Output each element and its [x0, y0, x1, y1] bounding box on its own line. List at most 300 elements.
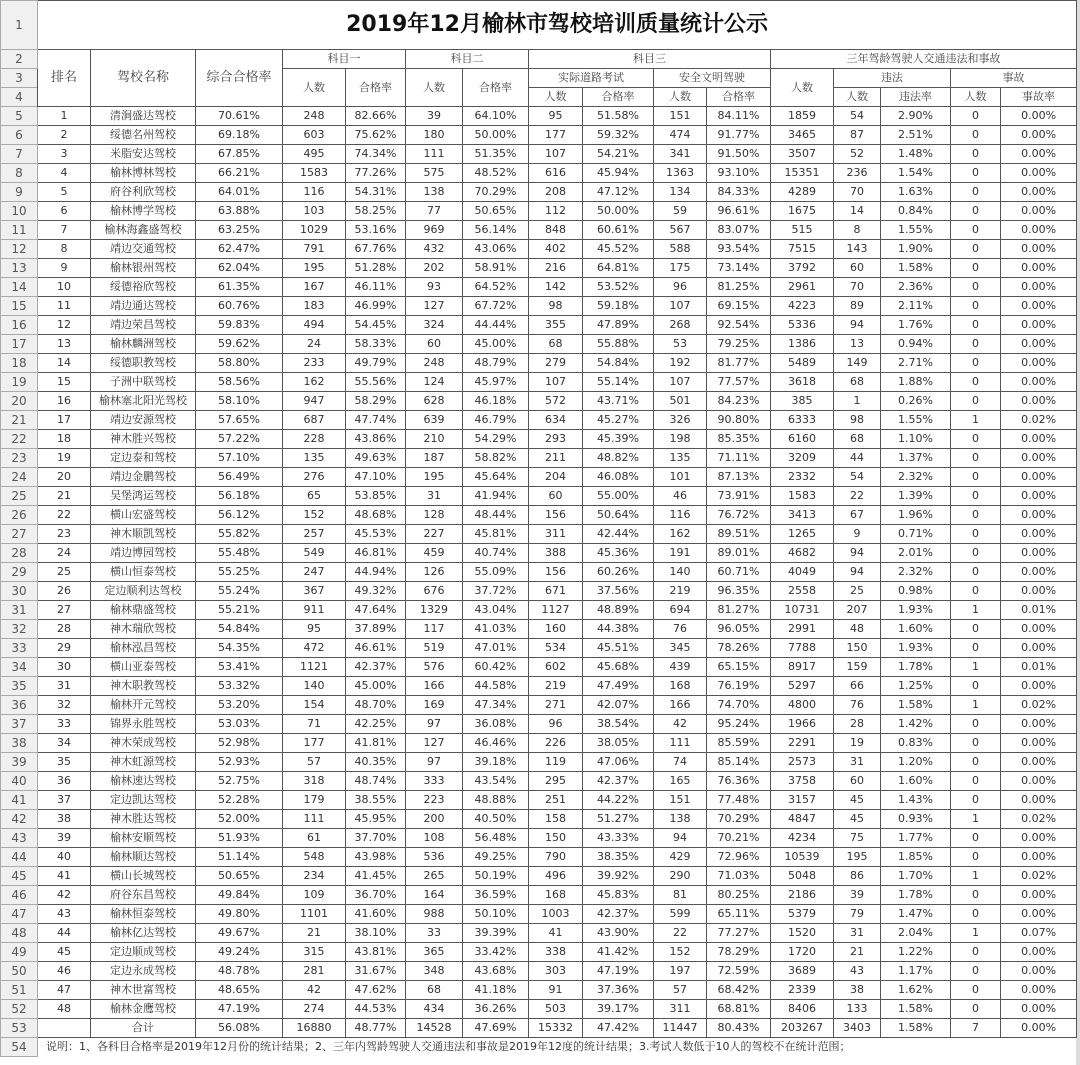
cell-school-name[interactable]: 定边凯达驾校 [91, 791, 196, 810]
cell-road-count[interactable]: 790 [529, 848, 583, 867]
row-number[interactable]: 48 [1, 924, 38, 943]
row-number[interactable]: 54 [1, 1038, 38, 1057]
cell-safe-count[interactable]: 107 [654, 297, 707, 316]
cell-rank[interactable]: 14 [38, 354, 91, 373]
row-number[interactable]: 20 [1, 392, 38, 411]
cell-safe-rate[interactable]: 80.43% [707, 1019, 771, 1038]
cell-k2-count[interactable]: 187 [406, 449, 463, 468]
cell-rank[interactable]: 9 [38, 259, 91, 278]
cell-rank[interactable]: 33 [38, 715, 91, 734]
cell-school-name[interactable]: 锦界永胜驾校 [91, 715, 196, 734]
cell-overall-rate[interactable]: 60.76% [196, 297, 283, 316]
cell-k2-rate[interactable]: 36.26% [463, 1000, 529, 1019]
cell-school-name[interactable]: 榆林泓昌驾校 [91, 639, 196, 658]
cell-k1-rate[interactable]: 37.89% [346, 620, 406, 639]
cell-safe-count[interactable]: 101 [654, 468, 707, 487]
cell-road-count[interactable]: 279 [529, 354, 583, 373]
cell-road-count[interactable]: 208 [529, 183, 583, 202]
cell-rank[interactable]: 6 [38, 202, 91, 221]
cell-k1-rate[interactable]: 47.10% [346, 468, 406, 487]
cell-k1-count[interactable]: 947 [283, 392, 346, 411]
cell-accident-count[interactable]: 0 [951, 354, 1001, 373]
cell-rank[interactable]: 20 [38, 468, 91, 487]
cell-k1-rate[interactable]: 58.25% [346, 202, 406, 221]
cell-safe-rate[interactable]: 80.25% [707, 886, 771, 905]
header-three-year[interactable]: 三年驾龄驾驶人交通违法和事故 [771, 50, 1077, 69]
cell-violation-rate[interactable]: 2.01% [881, 544, 951, 563]
cell-road-count[interactable]: 91 [529, 981, 583, 1000]
cell-violation-count[interactable]: 52 [834, 145, 881, 164]
cell-school-name[interactable]: 横山长城驾校 [91, 867, 196, 886]
cell-k1-count[interactable]: 152 [283, 506, 346, 525]
cell-accident-rate[interactable]: 0.00% [1001, 506, 1077, 525]
cell-school-name[interactable]: 神木瑞欣驾校 [91, 620, 196, 639]
cell-k1-rate[interactable]: 46.81% [346, 544, 406, 563]
cell-safe-rate[interactable]: 85.59% [707, 734, 771, 753]
cell-driver-count[interactable]: 1720 [771, 943, 834, 962]
cell-k2-rate[interactable]: 39.39% [463, 924, 529, 943]
cell-k2-count[interactable]: 68 [406, 981, 463, 1000]
row-number[interactable]: 36 [1, 696, 38, 715]
cell-violation-count[interactable]: 21 [834, 943, 881, 962]
cell-k2-count[interactable]: 97 [406, 715, 463, 734]
cell-driver-count[interactable]: 1966 [771, 715, 834, 734]
cell-safe-rate[interactable]: 73.91% [707, 487, 771, 506]
cell-rank[interactable]: 24 [38, 544, 91, 563]
cell-safe-rate[interactable]: 76.72% [707, 506, 771, 525]
cell-driver-count[interactable]: 2573 [771, 753, 834, 772]
cell-k1-count[interactable]: 687 [283, 411, 346, 430]
cell-violation-count[interactable]: 149 [834, 354, 881, 373]
cell-overall-rate[interactable]: 59.62% [196, 335, 283, 354]
cell-safe-rate[interactable]: 74.70% [707, 696, 771, 715]
cell-school-name[interactable]: 榆林开元驾校 [91, 696, 196, 715]
cell-k1-rate[interactable]: 46.11% [346, 278, 406, 297]
cell-school-name[interactable]: 榆林亿达驾校 [91, 924, 196, 943]
cell-k2-count[interactable]: 324 [406, 316, 463, 335]
cell-k1-count[interactable]: 548 [283, 848, 346, 867]
cell-overall-rate[interactable]: 52.28% [196, 791, 283, 810]
cell-driver-count[interactable]: 2291 [771, 734, 834, 753]
cell-rank[interactable]: 27 [38, 601, 91, 620]
cell-k2-rate[interactable]: 45.81% [463, 525, 529, 544]
cell-k2-rate[interactable]: 56.48% [463, 829, 529, 848]
cell-k2-rate[interactable]: 33.42% [463, 943, 529, 962]
cell-accident-count[interactable]: 0 [951, 107, 1001, 126]
cell-accident-count[interactable]: 1 [951, 867, 1001, 886]
header-safe-driving[interactable]: 安全文明驾驶 [654, 69, 771, 88]
cell-violation-rate[interactable]: 0.26% [881, 392, 951, 411]
cell-accident-rate[interactable]: 0.00% [1001, 1000, 1077, 1019]
cell-accident-count[interactable]: 0 [951, 335, 1001, 354]
cell-school-name[interactable]: 榆林海鑫盛驾校 [91, 221, 196, 240]
cell-overall-rate[interactable]: 57.10% [196, 449, 283, 468]
row-number[interactable]: 5 [1, 107, 38, 126]
cell-k1-count[interactable]: 103 [283, 202, 346, 221]
cell-k1-rate[interactable]: 40.35% [346, 753, 406, 772]
cell-k1-count[interactable]: 495 [283, 145, 346, 164]
cell-k1-rate[interactable]: 49.79% [346, 354, 406, 373]
cell-safe-rate[interactable]: 69.15% [707, 297, 771, 316]
cell-accident-rate[interactable]: 0.00% [1001, 563, 1077, 582]
cell-driver-count[interactable]: 5336 [771, 316, 834, 335]
cell-violation-count[interactable]: 66 [834, 677, 881, 696]
cell-safe-rate[interactable]: 91.50% [707, 145, 771, 164]
header-violation-count[interactable]: 人数 [834, 88, 881, 107]
cell-accident-count[interactable]: 0 [951, 791, 1001, 810]
cell-safe-count[interactable]: 439 [654, 658, 707, 677]
row-number[interactable]: 3 [1, 69, 38, 88]
row-number[interactable]: 40 [1, 772, 38, 791]
cell-k1-count[interactable]: 234 [283, 867, 346, 886]
cell-k1-count[interactable]: 140 [283, 677, 346, 696]
cell-rank[interactable]: 29 [38, 639, 91, 658]
cell-safe-count[interactable]: 116 [654, 506, 707, 525]
header-k1-rate[interactable]: 合格率 [346, 69, 406, 107]
cell-rank[interactable]: 17 [38, 411, 91, 430]
row-number[interactable]: 49 [1, 943, 38, 962]
cell-rank[interactable]: 23 [38, 525, 91, 544]
cell-violation-rate[interactable]: 0.93% [881, 810, 951, 829]
cell-school-name[interactable]: 绥德职教驾校 [91, 354, 196, 373]
cell-school-name[interactable]: 定边顺利达驾校 [91, 582, 196, 601]
cell-violation-count[interactable]: 236 [834, 164, 881, 183]
cell-k2-count[interactable]: 166 [406, 677, 463, 696]
cell-k2-count[interactable]: 333 [406, 772, 463, 791]
cell-k2-count[interactable]: 169 [406, 696, 463, 715]
cell-safe-rate[interactable]: 83.07% [707, 221, 771, 240]
cell-road-count[interactable]: 295 [529, 772, 583, 791]
cell-safe-rate[interactable]: 91.77% [707, 126, 771, 145]
cell-k2-rate[interactable]: 43.06% [463, 240, 529, 259]
cell-k1-count[interactable]: 472 [283, 639, 346, 658]
cell-overall-rate[interactable]: 55.82% [196, 525, 283, 544]
cell-overall-rate[interactable]: 55.48% [196, 544, 283, 563]
cell-violation-count[interactable]: 79 [834, 905, 881, 924]
cell-k2-rate[interactable]: 54.29% [463, 430, 529, 449]
cell-road-count[interactable]: 204 [529, 468, 583, 487]
cell-k1-count[interactable]: 71 [283, 715, 346, 734]
cell-driver-count[interactable]: 2332 [771, 468, 834, 487]
cell-driver-count[interactable]: 3465 [771, 126, 834, 145]
cell-k1-count[interactable]: 111 [283, 810, 346, 829]
cell-k2-rate[interactable]: 47.69% [463, 1019, 529, 1038]
cell-road-rate[interactable]: 41.42% [583, 943, 654, 962]
cell-rank[interactable]: 48 [38, 1000, 91, 1019]
cell-violation-count[interactable]: 54 [834, 107, 881, 126]
cell-accident-rate[interactable]: 0.00% [1001, 943, 1077, 962]
cell-accident-count[interactable]: 0 [951, 487, 1001, 506]
cell-violation-count[interactable]: 28 [834, 715, 881, 734]
cell-safe-count[interactable]: 11447 [654, 1019, 707, 1038]
cell-safe-rate[interactable]: 90.80% [707, 411, 771, 430]
cell-overall-rate[interactable]: 54.35% [196, 639, 283, 658]
cell-accident-count[interactable]: 1 [951, 696, 1001, 715]
cell-accident-rate[interactable]: 0.00% [1001, 791, 1077, 810]
cell-road-rate[interactable]: 43.90% [583, 924, 654, 943]
cell-driver-count[interactable]: 4800 [771, 696, 834, 715]
cell-safe-count[interactable]: 268 [654, 316, 707, 335]
cell-road-count[interactable]: 68 [529, 335, 583, 354]
cell-road-rate[interactable]: 47.06% [583, 753, 654, 772]
cell-k2-rate[interactable]: 37.72% [463, 582, 529, 601]
cell-accident-count[interactable]: 0 [951, 525, 1001, 544]
cell-violation-rate[interactable]: 2.11% [881, 297, 951, 316]
cell-violation-rate[interactable]: 1.78% [881, 886, 951, 905]
cell-overall-rate[interactable]: 67.85% [196, 145, 283, 164]
cell-overall-rate[interactable]: 70.61% [196, 107, 283, 126]
cell-driver-count[interactable]: 4847 [771, 810, 834, 829]
cell-overall-rate[interactable]: 59.83% [196, 316, 283, 335]
cell-k2-rate[interactable]: 48.52% [463, 164, 529, 183]
cell-k2-count[interactable]: 93 [406, 278, 463, 297]
cell-k2-count[interactable]: 265 [406, 867, 463, 886]
cell-violation-count[interactable]: 68 [834, 373, 881, 392]
row-number[interactable]: 11 [1, 221, 38, 240]
cell-overall-rate[interactable]: 50.65% [196, 867, 283, 886]
cell-road-count[interactable]: 95 [529, 107, 583, 126]
cell-road-count[interactable]: 251 [529, 791, 583, 810]
row-number[interactable]: 22 [1, 430, 38, 449]
cell-k1-count[interactable]: 315 [283, 943, 346, 962]
cell-safe-count[interactable]: 219 [654, 582, 707, 601]
cell-violation-count[interactable]: 98 [834, 411, 881, 430]
cell-safe-count[interactable]: 191 [654, 544, 707, 563]
cell-safe-rate[interactable]: 81.27% [707, 601, 771, 620]
cell-safe-count[interactable]: 74 [654, 753, 707, 772]
cell-k1-count[interactable]: 318 [283, 772, 346, 791]
cell-k2-rate[interactable]: 47.01% [463, 639, 529, 658]
cell-k2-count[interactable]: 127 [406, 734, 463, 753]
cell-violation-count[interactable]: 94 [834, 544, 881, 563]
cell-violation-count[interactable]: 31 [834, 924, 881, 943]
cell-road-count[interactable]: 1127 [529, 601, 583, 620]
cell-overall-rate[interactable]: 64.01% [196, 183, 283, 202]
cell-violation-rate[interactable]: 1.60% [881, 772, 951, 791]
cell-violation-rate[interactable]: 1.88% [881, 373, 951, 392]
cell-driver-count[interactable]: 5297 [771, 677, 834, 696]
cell-road-rate[interactable]: 64.81% [583, 259, 654, 278]
cell-k1-count[interactable]: 281 [283, 962, 346, 981]
cell-k1-rate[interactable]: 48.70% [346, 696, 406, 715]
cell-k2-rate[interactable]: 55.09% [463, 563, 529, 582]
cell-k2-rate[interactable]: 43.54% [463, 772, 529, 791]
cell-rank[interactable]: 41 [38, 867, 91, 886]
cell-k1-rate[interactable]: 43.86% [346, 430, 406, 449]
cell-violation-count[interactable]: 195 [834, 848, 881, 867]
cell-k1-rate[interactable]: 41.60% [346, 905, 406, 924]
header-k2-count[interactable]: 人数 [406, 69, 463, 107]
cell-k2-count[interactable]: 365 [406, 943, 463, 962]
cell-k1-rate[interactable]: 53.85% [346, 487, 406, 506]
cell-accident-rate[interactable]: 0.00% [1001, 373, 1077, 392]
cell-k1-rate[interactable]: 46.61% [346, 639, 406, 658]
cell-k2-count[interactable]: 14528 [406, 1019, 463, 1038]
cell-road-rate[interactable]: 51.58% [583, 107, 654, 126]
cell-accident-rate[interactable]: 0.00% [1001, 620, 1077, 639]
header-rank[interactable]: 排名 [38, 50, 91, 107]
cell-safe-count[interactable]: 46 [654, 487, 707, 506]
cell-road-count[interactable]: 572 [529, 392, 583, 411]
cell-k1-count[interactable]: 274 [283, 1000, 346, 1019]
cell-rank[interactable]: 13 [38, 335, 91, 354]
cell-safe-count[interactable]: 140 [654, 563, 707, 582]
cell-road-rate[interactable]: 38.54% [583, 715, 654, 734]
cell-accident-rate[interactable]: 0.00% [1001, 962, 1077, 981]
cell-k2-rate[interactable]: 70.29% [463, 183, 529, 202]
cell-violation-rate[interactable]: 0.98% [881, 582, 951, 601]
cell-k1-count[interactable]: 228 [283, 430, 346, 449]
row-number[interactable]: 31 [1, 601, 38, 620]
header-safe-rate[interactable]: 合格率 [707, 88, 771, 107]
cell-k1-count[interactable]: 1583 [283, 164, 346, 183]
cell-accident-count[interactable]: 0 [951, 259, 1001, 278]
row-number[interactable]: 12 [1, 240, 38, 259]
cell-road-count[interactable]: 96 [529, 715, 583, 734]
cell-safe-count[interactable]: 474 [654, 126, 707, 145]
cell-school-name[interactable]: 神木胜兴驾校 [91, 430, 196, 449]
cell-k2-count[interactable]: 128 [406, 506, 463, 525]
cell-k2-count[interactable]: 676 [406, 582, 463, 601]
cell-accident-rate[interactable]: 0.00% [1001, 753, 1077, 772]
cell-safe-rate[interactable]: 70.21% [707, 829, 771, 848]
cell-accident-rate[interactable]: 0.01% [1001, 601, 1077, 620]
cell-violation-count[interactable]: 9 [834, 525, 881, 544]
cell-safe-rate[interactable]: 68.81% [707, 1000, 771, 1019]
cell-driver-count[interactable]: 8406 [771, 1000, 834, 1019]
cell-safe-rate[interactable]: 95.24% [707, 715, 771, 734]
cell-accident-rate[interactable]: 0.02% [1001, 867, 1077, 886]
cell-road-rate[interactable]: 38.05% [583, 734, 654, 753]
cell-road-rate[interactable]: 50.00% [583, 202, 654, 221]
cell-road-count[interactable]: 41 [529, 924, 583, 943]
header-accident[interactable]: 事故 [951, 69, 1077, 88]
header-subject-1[interactable]: 科目一 [283, 50, 406, 69]
cell-safe-count[interactable]: 22 [654, 924, 707, 943]
cell-k1-rate[interactable]: 42.25% [346, 715, 406, 734]
cell-k1-rate[interactable]: 38.55% [346, 791, 406, 810]
cell-accident-rate[interactable]: 0.00% [1001, 126, 1077, 145]
cell-rank[interactable]: 36 [38, 772, 91, 791]
cell-accident-count[interactable]: 0 [951, 563, 1001, 582]
cell-rank[interactable]: 32 [38, 696, 91, 715]
cell-violation-count[interactable]: 94 [834, 316, 881, 335]
cell-k2-count[interactable]: 124 [406, 373, 463, 392]
cell-k2-count[interactable]: 1329 [406, 601, 463, 620]
cell-k1-count[interactable]: 248 [283, 107, 346, 126]
cell-road-count[interactable]: 496 [529, 867, 583, 886]
cell-road-count[interactable]: 158 [529, 810, 583, 829]
cell-accident-count[interactable]: 0 [951, 753, 1001, 772]
cell-driver-count[interactable]: 3209 [771, 449, 834, 468]
cell-school-name[interactable]: 绥德裕欣驾校 [91, 278, 196, 297]
cell-accident-rate[interactable]: 0.00% [1001, 582, 1077, 601]
cell-school-name[interactable]: 横山恒泰驾校 [91, 563, 196, 582]
cell-k1-count[interactable]: 195 [283, 259, 346, 278]
cell-accident-rate[interactable]: 0.02% [1001, 810, 1077, 829]
cell-k1-rate[interactable]: 53.16% [346, 221, 406, 240]
cell-violation-count[interactable]: 45 [834, 810, 881, 829]
cell-violation-rate[interactable]: 1.78% [881, 658, 951, 677]
cell-road-rate[interactable]: 37.56% [583, 582, 654, 601]
cell-rank[interactable]: 47 [38, 981, 91, 1000]
row-number[interactable]: 34 [1, 658, 38, 677]
cell-accident-rate[interactable]: 0.00% [1001, 430, 1077, 449]
header-safe-count[interactable]: 人数 [654, 88, 707, 107]
cell-overall-rate[interactable]: 63.88% [196, 202, 283, 221]
cell-overall-rate[interactable]: 63.25% [196, 221, 283, 240]
cell-k2-count[interactable]: 108 [406, 829, 463, 848]
cell-k1-count[interactable]: 95 [283, 620, 346, 639]
cell-safe-count[interactable]: 111 [654, 734, 707, 753]
cell-violation-count[interactable]: 44 [834, 449, 881, 468]
cell-rank[interactable]: 26 [38, 582, 91, 601]
cell-accident-count[interactable]: 0 [951, 1000, 1001, 1019]
cell-road-rate[interactable]: 45.27% [583, 411, 654, 430]
cell-road-count[interactable]: 338 [529, 943, 583, 962]
cell-overall-rate[interactable]: 52.00% [196, 810, 283, 829]
cell-road-rate[interactable]: 55.00% [583, 487, 654, 506]
cell-violation-rate[interactable]: 0.94% [881, 335, 951, 354]
row-number[interactable]: 33 [1, 639, 38, 658]
cell-rank[interactable]: 12 [38, 316, 91, 335]
row-number[interactable]: 1 [1, 1, 38, 50]
cell-safe-count[interactable]: 166 [654, 696, 707, 715]
cell-driver-count[interactable]: 6333 [771, 411, 834, 430]
cell-overall-rate[interactable]: 57.22% [196, 430, 283, 449]
cell-road-count[interactable]: 177 [529, 126, 583, 145]
cell-accident-count[interactable]: 1 [951, 924, 1001, 943]
cell-safe-rate[interactable]: 96.05% [707, 620, 771, 639]
row-number[interactable]: 45 [1, 867, 38, 886]
cell-school-name[interactable]: 清涧盛达驾校 [91, 107, 196, 126]
cell-violation-rate[interactable]: 2.51% [881, 126, 951, 145]
cell-safe-rate[interactable]: 72.59% [707, 962, 771, 981]
cell-accident-count[interactable]: 0 [951, 772, 1001, 791]
cell-accident-count[interactable]: 0 [951, 316, 1001, 335]
cell-road-rate[interactable]: 59.18% [583, 297, 654, 316]
cell-school-name[interactable]: 靖边博园驾校 [91, 544, 196, 563]
cell-accident-count[interactable]: 0 [951, 392, 1001, 411]
cell-accident-rate[interactable]: 0.02% [1001, 696, 1077, 715]
cell-overall-rate[interactable]: 56.08% [196, 1019, 283, 1038]
cell-driver-count[interactable]: 5379 [771, 905, 834, 924]
cell-accident-count[interactable]: 0 [951, 848, 1001, 867]
cell-overall-rate[interactable]: 51.14% [196, 848, 283, 867]
cell-accident-rate[interactable]: 0.00% [1001, 145, 1077, 164]
cell-k1-rate[interactable]: 41.81% [346, 734, 406, 753]
cell-accident-rate[interactable]: 0.00% [1001, 240, 1077, 259]
cell-rank[interactable]: 30 [38, 658, 91, 677]
cell-accident-rate[interactable]: 0.00% [1001, 392, 1077, 411]
cell-rank[interactable]: 4 [38, 164, 91, 183]
cell-driver-count[interactable]: 203267 [771, 1019, 834, 1038]
cell-driver-count[interactable]: 3507 [771, 145, 834, 164]
cell-school-name[interactable]: 榆林塞北阳光驾校 [91, 392, 196, 411]
cell-road-count[interactable]: 1003 [529, 905, 583, 924]
row-number[interactable]: 25 [1, 487, 38, 506]
cell-rank[interactable]: 16 [38, 392, 91, 411]
cell-violation-rate[interactable]: 2.36% [881, 278, 951, 297]
cell-overall-rate[interactable]: 53.03% [196, 715, 283, 734]
cell-accident-count[interactable]: 7 [951, 1019, 1001, 1038]
cell-k1-count[interactable]: 791 [283, 240, 346, 259]
cell-accident-count[interactable]: 0 [951, 240, 1001, 259]
cell-k1-count[interactable]: 61 [283, 829, 346, 848]
cell-violation-rate[interactable]: 0.71% [881, 525, 951, 544]
cell-k2-count[interactable]: 223 [406, 791, 463, 810]
cell-accident-count[interactable]: 0 [951, 905, 1001, 924]
